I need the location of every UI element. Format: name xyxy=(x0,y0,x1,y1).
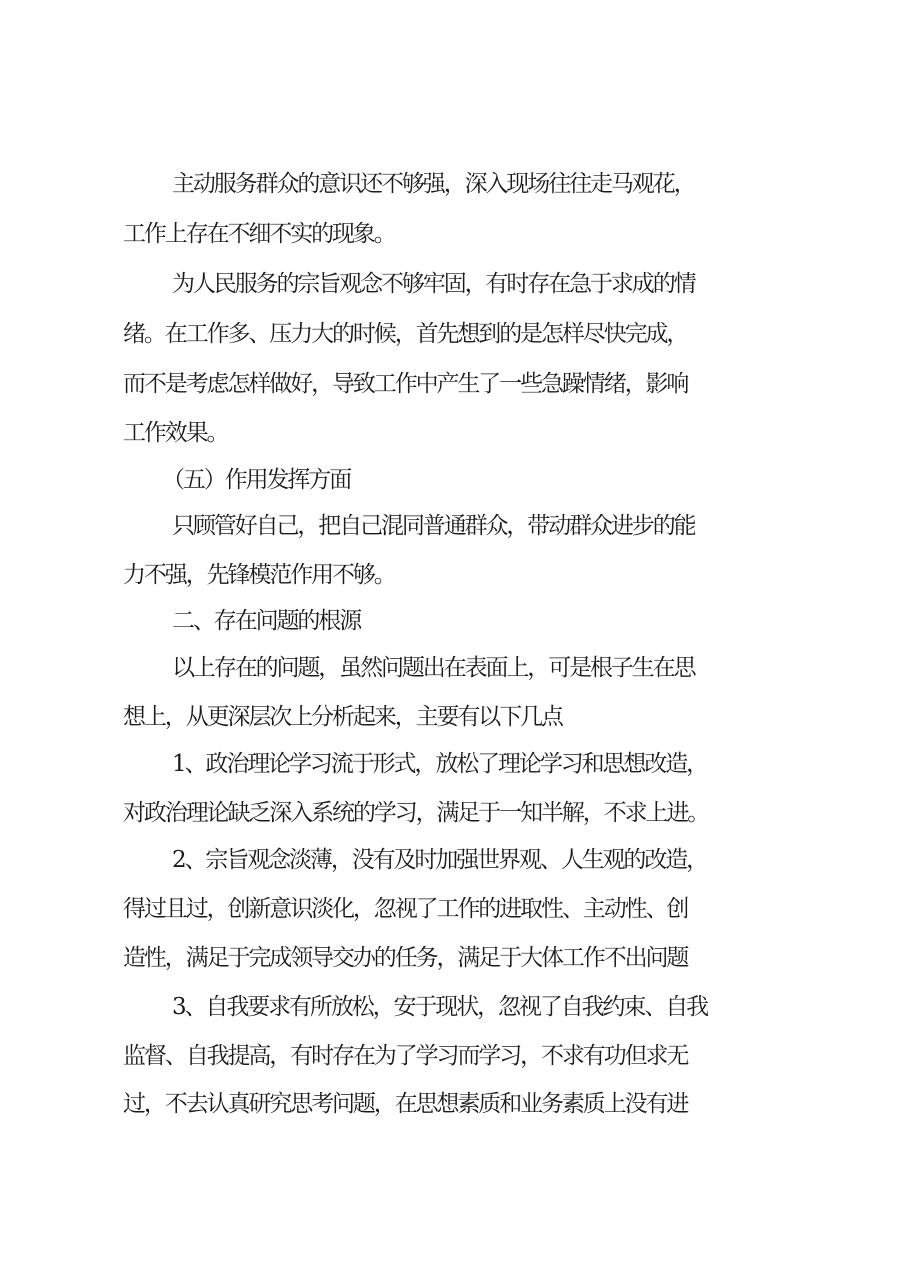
heading-line: 二、存在问题的根源 xyxy=(172,608,361,634)
text-line: 过，不去认真研究思考问题，在思想素质和业务素质上没有进 xyxy=(123,1091,688,1117)
text-line: 得过且过，创新意识淡化，忽视了工作的进取性、主动性、创 xyxy=(123,896,688,922)
text-line: 2、宗旨观念淡薄，没有及时加强世界观、人生观的改造， xyxy=(172,847,708,873)
text-line: 力不强，先锋模范作用不够。 xyxy=(123,562,395,588)
text-line: 绪。在工作多、压力大的时候，首先想到的是怎样尽快完成， xyxy=(123,321,688,347)
text-line: 工作效果。 xyxy=(123,420,228,446)
heading-line: （五）作用发挥方面 xyxy=(162,467,351,493)
text-line: 为人民服务的宗旨观念不够牢固，有时存在急于求成的情 xyxy=(172,271,695,297)
text-line: 而不是考虑怎样做好，导致工作中产生了一些急躁情绪，影响 xyxy=(123,371,688,397)
text-line: 主动服务群众的意识还不够强，深入现场往往走马观花， xyxy=(172,171,695,197)
text-line: 1、政治理论学习流于形式，放松了理论学习和思想改造， xyxy=(172,751,708,777)
text-line: 只顾管好自己，把自己混同普通群众，带动群众进步的能 xyxy=(172,513,695,539)
text-line: 想上，从更深层次上分析起来，主要有以下几点 xyxy=(123,704,562,730)
text-line: 工作上存在不细不实的现象。 xyxy=(123,221,395,247)
text-line: 3、自我要求有所放松，安于现状，忽视了自我约束、自我 xyxy=(172,994,708,1020)
text-line: 造性，满足于完成领导交办的任务，满足于大体工作不出问题 xyxy=(123,945,688,971)
text-line: 监督、自我提高，有时存在为了学习而学习，不求有功但求无 xyxy=(123,1043,688,1069)
text-line: 对政治理论缺乏深入系统的学习，满足于一知半解，不求上进。 xyxy=(123,800,709,826)
text-line: 以上存在的问题，虽然问题出在表面上，可是根子生在思 xyxy=(172,655,695,681)
